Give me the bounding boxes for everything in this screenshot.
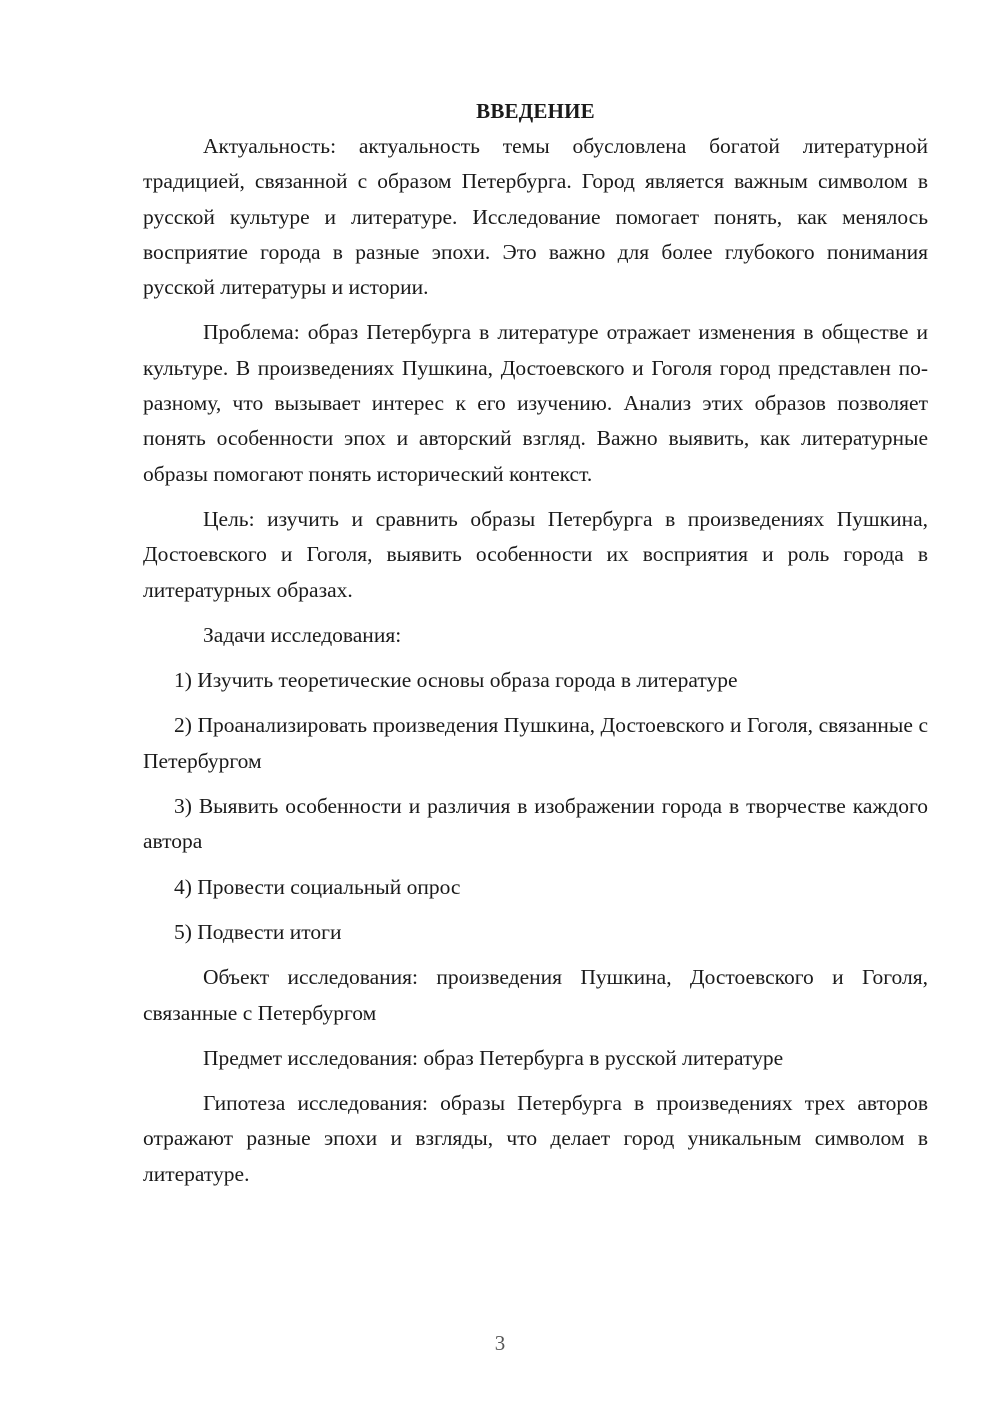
paragraph-subject: Предмет исследования: образ Петербурга в русской литературе (203, 1045, 784, 1070)
paragraph-object: Объект исследования: произведения Пушкина, Достоевского и Гоголя, связанные с Петербургом (143, 965, 928, 1025)
task-item: 3) Выявить особенности и различия в изображении города в творчестве каждого автора (143, 794, 928, 854)
section-title: ВВЕДЕНИЕ (476, 99, 595, 123)
task-item: 5) Подвести итоги (174, 919, 342, 944)
paragraph-goal: Цель: изучить и сравнить образы Петербурга в произведениях Пушкина, Достоевского и Гоголя, выявить особенности их восприятия и роль города в литературных образах. (143, 506, 928, 602)
page-number: 3 (494, 1331, 506, 1355)
paragraph-hypothesis: Гипотеза исследования: образы Петербурга в произведениях трех авторов отражают разные эпохи и взгляды, что делает город уникальным символом в литературе. (143, 1091, 928, 1186)
document-page (143, 94, 928, 1202)
paragraph-tasks-heading: Задачи исследования: (203, 622, 402, 647)
task-item: 4) Провести социальный опрос (174, 874, 461, 899)
task-item: 2) Проанализировать произведения Пушкина, Достоевского и Гоголя, связанные с Петербургом (143, 713, 928, 773)
paragraph-relevance: Актуальность: актуальность темы обусловлена богатой литературной традицией, связанной с образом Петербурга. Город является важным символом в русской культуре и литературе. Исследование помогает понять, как менялось восприятие города в разные эпохи. Это важно для более глубокого понимания русской литературы и истории. (143, 134, 928, 300)
task-item: 1) Изучить теоретические основы образа города в литературе (174, 668, 738, 693)
paragraph-problem: Проблема: образ Петербурга в литературе отражает изменения в обществе и культуре. В произведениях Пушкина, Достоевского и Гоголя город представлен по-разному, что вызывает интерес к его изучению. Анализ этих образов позволяет понять особенности эпох и авторский взгляд. Важно выявить, как литературные образы помогают понять исторический контекст. (143, 320, 928, 486)
